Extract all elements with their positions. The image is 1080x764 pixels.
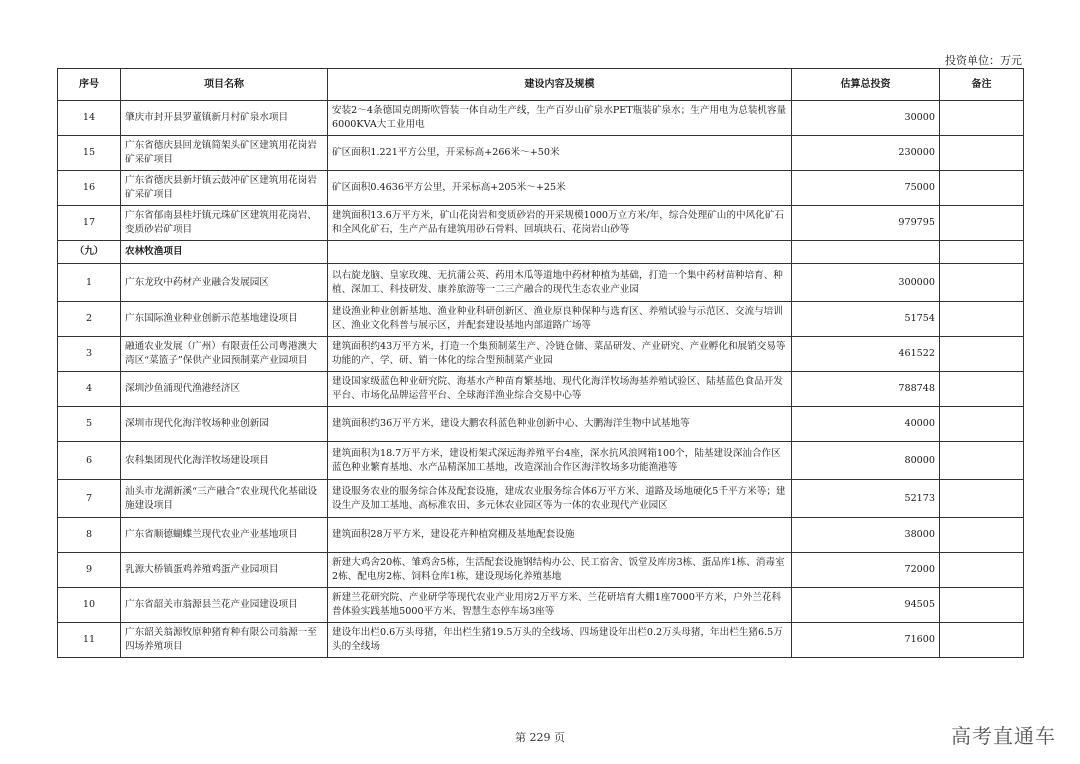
cell-content: 建设年出栏0.6万头母猪，年出栏生猪19.5万头的全线场、四场建设年出栏0.2万头母猪，年出栏生猪6.5万头的全线场: [328, 623, 792, 658]
cell-remark: [940, 337, 1024, 372]
cell-seq: 14: [58, 101, 121, 136]
cell-investment: 72000: [792, 553, 940, 588]
table-row: [58, 101, 1024, 136]
cell-investment: 75000: [792, 171, 940, 206]
table-header-row: [58, 69, 1024, 101]
cell-seq: 1: [58, 264, 121, 302]
cell-content: 新建兰花研究院、产业研学等现代农业产业用房2万平方米、兰花研培育大棚1座7000平方米，户外兰花科普体验实践基地5000平方米、智慧生态停车场3座等: [328, 588, 792, 623]
cell-seq: 15: [58, 136, 121, 171]
cell-investment: 30000: [792, 101, 940, 136]
cell-seq: 16: [58, 171, 121, 206]
header-remark: 备注: [940, 69, 1024, 101]
header-seq: 序号: [58, 69, 121, 101]
table-row: [58, 518, 1024, 553]
cell-project-name: 深圳沙鱼涌现代渔港经济区: [121, 372, 328, 407]
table-row: [58, 302, 1024, 337]
table-row: [58, 480, 1024, 518]
cell-content: 以右旋龙脑、皇家玫瑰、无抗蒲公英、药用木瓜等道地中药材种植为基础，打造一个集中药材苗种培育、种植、深加工、科技研发、康养旅游等一二三产融合的现代生态农业产业园: [328, 264, 792, 302]
cell-seq: 3: [58, 337, 121, 372]
cell-project-name: 广东省韶关市翁源县兰花产业园建设项目: [121, 588, 328, 623]
cell-investment: 230000: [792, 136, 940, 171]
table-row: [58, 442, 1024, 480]
cell-seq: 9: [58, 553, 121, 588]
section-row: [58, 241, 1024, 264]
cell-content: 建筑面积28万平方米，建设花卉种植窝棚及基地配套设施: [328, 518, 792, 553]
cell-seq: 11: [58, 623, 121, 658]
cell-content: 建设渔业种业创新基地、渔业种业科研创新区、渔业原良种保种与选育区、养殖试验与示范区、交流与培训区、渔业文化科普与展示区，并配套建设基地内部道路广场等: [328, 302, 792, 337]
cell-seq: 17: [58, 206, 121, 241]
cell-seq: 8: [58, 518, 121, 553]
cell-investment: 461522: [792, 337, 940, 372]
cell-seq: 4: [58, 372, 121, 407]
investment-unit-note: 投资单位：万元: [945, 54, 1022, 67]
header-content: 建设内容及规模: [328, 69, 792, 101]
cell-remark: [940, 302, 1024, 337]
cell-seq: 10: [58, 588, 121, 623]
table-row: [58, 136, 1024, 171]
cell-investment: 38000: [792, 518, 940, 553]
cell-investment: 94505: [792, 588, 940, 623]
cell-remark: [940, 442, 1024, 480]
cell-remark: [940, 101, 1024, 136]
cell-content: 矿区面积0.4636平方公里，开采标高+205米～+25米: [328, 171, 792, 206]
cell-content: 建设服务农业的服务综合体及配套设施，建成农业服务综合体6万平方米、道路及场地硬化5千平方米等；建设生产及加工基地、高标准农田、多元休农业园区等为一体的农业现代产业园区: [328, 480, 792, 518]
cell-seq: （九）: [58, 241, 121, 264]
cell-remark: [940, 553, 1024, 588]
cell-investment: 71600: [792, 623, 940, 658]
cell-project-name: 广东省顺德蝴蝶兰现代农业产业基地项目: [121, 518, 328, 553]
cell-investment: 80000: [792, 442, 940, 480]
table-row: [58, 206, 1024, 241]
cell-remark: [940, 518, 1024, 553]
table-row: [58, 407, 1024, 442]
cell-content: 建筑面积为18.7万平方米，建设桁架式深远海养殖平台4座，深水抗风浪网箱100个，陆基建设深汕合作区蓝色种业繁育基地、水产品精深加工基地，改造深汕合作区海洋牧场多功能渔港等: [328, 442, 792, 480]
table-row: [58, 553, 1024, 588]
cell-investment: 300000: [792, 264, 940, 302]
cell-content: [328, 241, 792, 264]
cell-project-name: 广东省德庆县新圩镇云鼓冲矿区建筑用花岗岩矿采矿项目: [121, 171, 328, 206]
table-row: [58, 264, 1024, 302]
cell-seq: 2: [58, 302, 121, 337]
page-number: 第 229 页: [515, 731, 565, 744]
cell-remark: [940, 480, 1024, 518]
cell-remark: [940, 171, 1024, 206]
cell-remark: [940, 241, 1024, 264]
cell-content: 安装2～4条德国克朗斯吹管装一体自动生产线，生产百岁山矿泉水PET瓶装矿泉水；生产用电为总装机容量6000KVA大工业用电: [328, 101, 792, 136]
cell-project-name: 广东国际渔业种业创新示范基地建设项目: [121, 302, 328, 337]
cell-investment: 40000: [792, 407, 940, 442]
project-table: [57, 68, 1024, 658]
cell-content: 矿区面积1.221平方公里，开采标高+266米～+50米: [328, 136, 792, 171]
cell-project-name: 肇庆市封开县罗董镇新月村矿泉水项目: [121, 101, 328, 136]
cell-investment: [792, 241, 940, 264]
cell-content: 新建大鸡舍20栋、雏鸡舍5栋，生活配套设施钢结构办公、民工宿舍、饭堂及库房3栋、蛋品库1栋、消毒室2栋、配电房2栋、饲料仓库1栋，建设现场化养殖基地: [328, 553, 792, 588]
cell-remark: [940, 623, 1024, 658]
table-row: [58, 337, 1024, 372]
cell-content: 建筑面积13.6万平方米，矿山花岗岩和变质砂岩的开采规模1000万立方米/年，综合处理矿山的中风化矿石和全风化矿石，生产产品有建筑用砂石骨料、回填块石、花岗岩山砂等: [328, 206, 792, 241]
cell-investment: 51754: [792, 302, 940, 337]
cell-investment: 788748: [792, 372, 940, 407]
cell-project-name: 深圳市现代化海洋牧场种业创新园: [121, 407, 328, 442]
cell-seq: 7: [58, 480, 121, 518]
table-row: [58, 372, 1024, 407]
watermark: 高考直通车: [951, 724, 1056, 748]
cell-remark: [940, 264, 1024, 302]
cell-content: 建筑面积约43万平方米，打造一个集预制菜生产、冷链仓储、菜品研发、产业研究、产业孵化和展销交易等功能的产、学、研、销一体化的综合型预制菜产业园: [328, 337, 792, 372]
cell-remark: [940, 407, 1024, 442]
cell-project-name: 广东韶关翁源牧原种猪育种有限公司翁源一至四场养殖项目: [121, 623, 328, 658]
cell-seq: 5: [58, 407, 121, 442]
cell-remark: [940, 372, 1024, 407]
cell-remark: [940, 136, 1024, 171]
cell-remark: [940, 206, 1024, 241]
table-row: [58, 171, 1024, 206]
cell-content: 建筑面积约36万平方米，建设大鹏农科蓝色种业创新中心、大鹏海洋生物中试基地等: [328, 407, 792, 442]
cell-project-name: 广东省德庆县回龙镇简架头矿区建筑用花岗岩矿采矿项目: [121, 136, 328, 171]
cell-seq: 6: [58, 442, 121, 480]
cell-investment: 52173: [792, 480, 940, 518]
cell-project-name: 汕头市龙湖新溪“三产融合”农业现代化基础设施建设项目: [121, 480, 328, 518]
cell-content: 建设国家级蓝色种业研究院、海基水产种苗育繁基地、现代化海洋牧场海基养殖试验区、陆基蓝色食品开发平台、市场化品牌运营平台、全球海洋渔业综合交易中心等: [328, 372, 792, 407]
cell-project-name: 融通农业发展（广州）有限责任公司粤港澳大湾区“菜篮子”保供产业园预制菜产业园项目: [121, 337, 328, 372]
header-name: 项目名称: [121, 69, 328, 101]
cell-investment: 979795: [792, 206, 940, 241]
cell-remark: [940, 588, 1024, 623]
table-row: [58, 623, 1024, 658]
cell-project-name: 乳源大桥镇蛋鸡养殖鸡蛋产业园项目: [121, 553, 328, 588]
cell-project-name: 农林牧渔项目: [121, 241, 328, 264]
table-row: [58, 588, 1024, 623]
cell-project-name: 广东龙玫中药材产业融合发展园区: [121, 264, 328, 302]
cell-project-name: 农科集团现代化海洋牧场建设项目: [121, 442, 328, 480]
table-body: [58, 101, 1024, 658]
cell-project-name: 广东省郁南县桂圩镇元珠矿区建筑用花岗岩、变质砂岩矿项目: [121, 206, 328, 241]
header-investment: 估算总投资: [792, 69, 940, 101]
